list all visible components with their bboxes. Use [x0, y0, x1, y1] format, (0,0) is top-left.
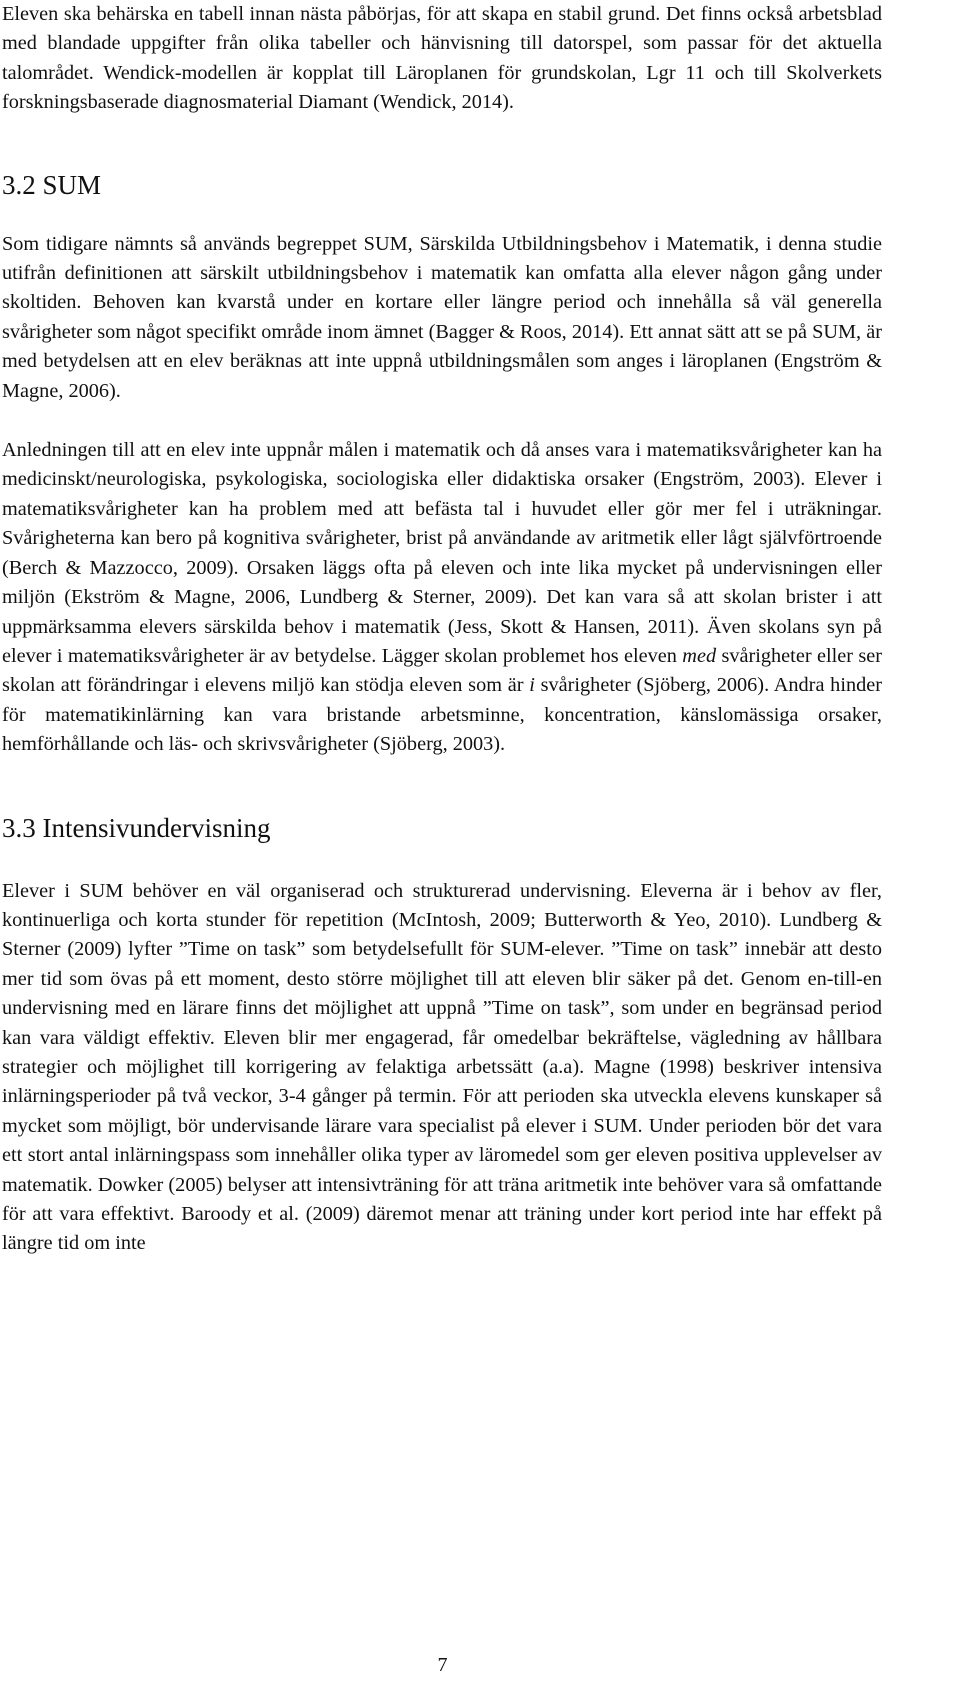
emphasis-i: i	[529, 674, 535, 697]
text-span: Anledningen till att en elev inte uppnår målen i matematik och då anses vara i matematiksvårigheter kan ha medicinskt/neurologiska, psykologiska, sociologiska eller didaktiska orsaker (Engström, 2003). Elever i matematiksvårigheter kan ha problem med att befästa tal i huvudet eller gör mer fel i uträkningar. Svårigheterna kan bero på kognitiva svårigheter, brist på användande av aritmetik eller lågt självförtroende (Berch & Mazzocco, 2009). Orsaken läggs ofta på eleven och inte lika mycket på undervisningen eller miljön (Ekström & Magne, 2006, Lundberg & Sterner, 2009). Det kan vara så att skolan brister i att uppmärksamma elevers särskilda behov i matematik (Jess, Skott & Hansen, 2011). Även skolans syn på elever i matematiksvårigheter är av betydelse. Lägger skolan problemet hos eleven	[2, 439, 882, 667]
text-span: svårigheter (Sjöberg, 2006). Andra hinder för matematikinlärning kan vara bristande arbetsminne, koncentration, känslomässiga orsaker, hemförhållande och läs- och skrivsvårigheter (Sjöberg, 2003).	[2, 674, 882, 756]
section-heading-intensivundervisning: 3.3 Intensivundervisning	[2, 812, 271, 843]
emphasis-med: med	[682, 644, 717, 667]
sum-paragraph-2	[2, 436, 882, 759]
sum-paragraph-1: Som tidigare nämnts så används begreppet SUM, Särskilda Utbildningsbehov i Matematik, i denna studie utifrån definitionen att särskilt utbildningsbehov i matematik kan omfatta alla elever någon gång under skoltiden. Behoven kan kvarstå under en kortare eller längre period och innehålla så väl generella svårigheter som något specifikt område inom ämnet (Bagger & Roos, 2014). Ett annat sätt att se på SUM, är med betydelsen att en elev beräknas att inte uppnå utbildningsmålen som anges i läroplanen (Engström & Magne, 2006).	[2, 232, 882, 402]
page-body	[2, 0, 882, 1259]
text-span: svårigheter eller ser skolan att förändringar i elevens miljö kan stödja eleven som är	[2, 644, 883, 697]
section-heading-sum: 3.2 SUM	[2, 169, 102, 200]
intensiv-paragraph-1: Elever i SUM behöver en väl organiserad och strukturerad undervisning. Eleverna är i behov av fler, kontinuerliga och korta stunder för repetition (McIntosh, 2009; Butterworth & Yeo, 2010). Lundberg & Sterner (2009) lyfter ”Time on task” som betydelsefullt för SUM-elever. ”Time on task” innebär att desto mer tid som övas på ett moment, desto större möjlighet till att eleven blir säker på det. Genom en-till-en undervisning med en lärare finns det möjlighet att uppnå ”Time on task”, som under en begränsad period kan vara väldigt effektiv. Eleven blir mer engagerad, får omedelbar bekräftelse, vägledning av hållbara strategier och möjlighet till korrigering av felaktiga arbetssätt (a.a). Magne (1998) beskriver intensiva inlärningsperioder på två veckor, 3-4 gånger på termin. För att perioden ska utveckla elevens kunskaper så mycket som möjligt, bör undervisande lärare vara specialist på elever i SUM. Under perioden bör det vara ett stort antal inlärningspass som innehåller olika typer av läromedel som ger eleven positiva upplevelser av matematik. Dowker (2005) belyser att intensivträning för att träna aritmetik inte behöver vara så omfattande för att vara effektivt. Baroody et al. (2009) däremot menar att träning under kort period inte har effekt på längre tid om inte	[2, 879, 882, 1255]
intro-paragraph: Eleven ska behärska en tabell innan nästa påbörjas, för att skapa en stabil grund. Det finns också arbetsblad med blandade uppgifter från olika tabeller och hänvisning till datorspel, som passar för det aktuella talområdet. Wendick-modellen är kopplat till Läroplanen för grundskolan, Lgr 11 och till Skolverkets forskningsbaserade diagnosmaterial Diamant (Wendick, 2014).	[2, 3, 882, 114]
page-number: 7	[437, 1654, 448, 1676]
